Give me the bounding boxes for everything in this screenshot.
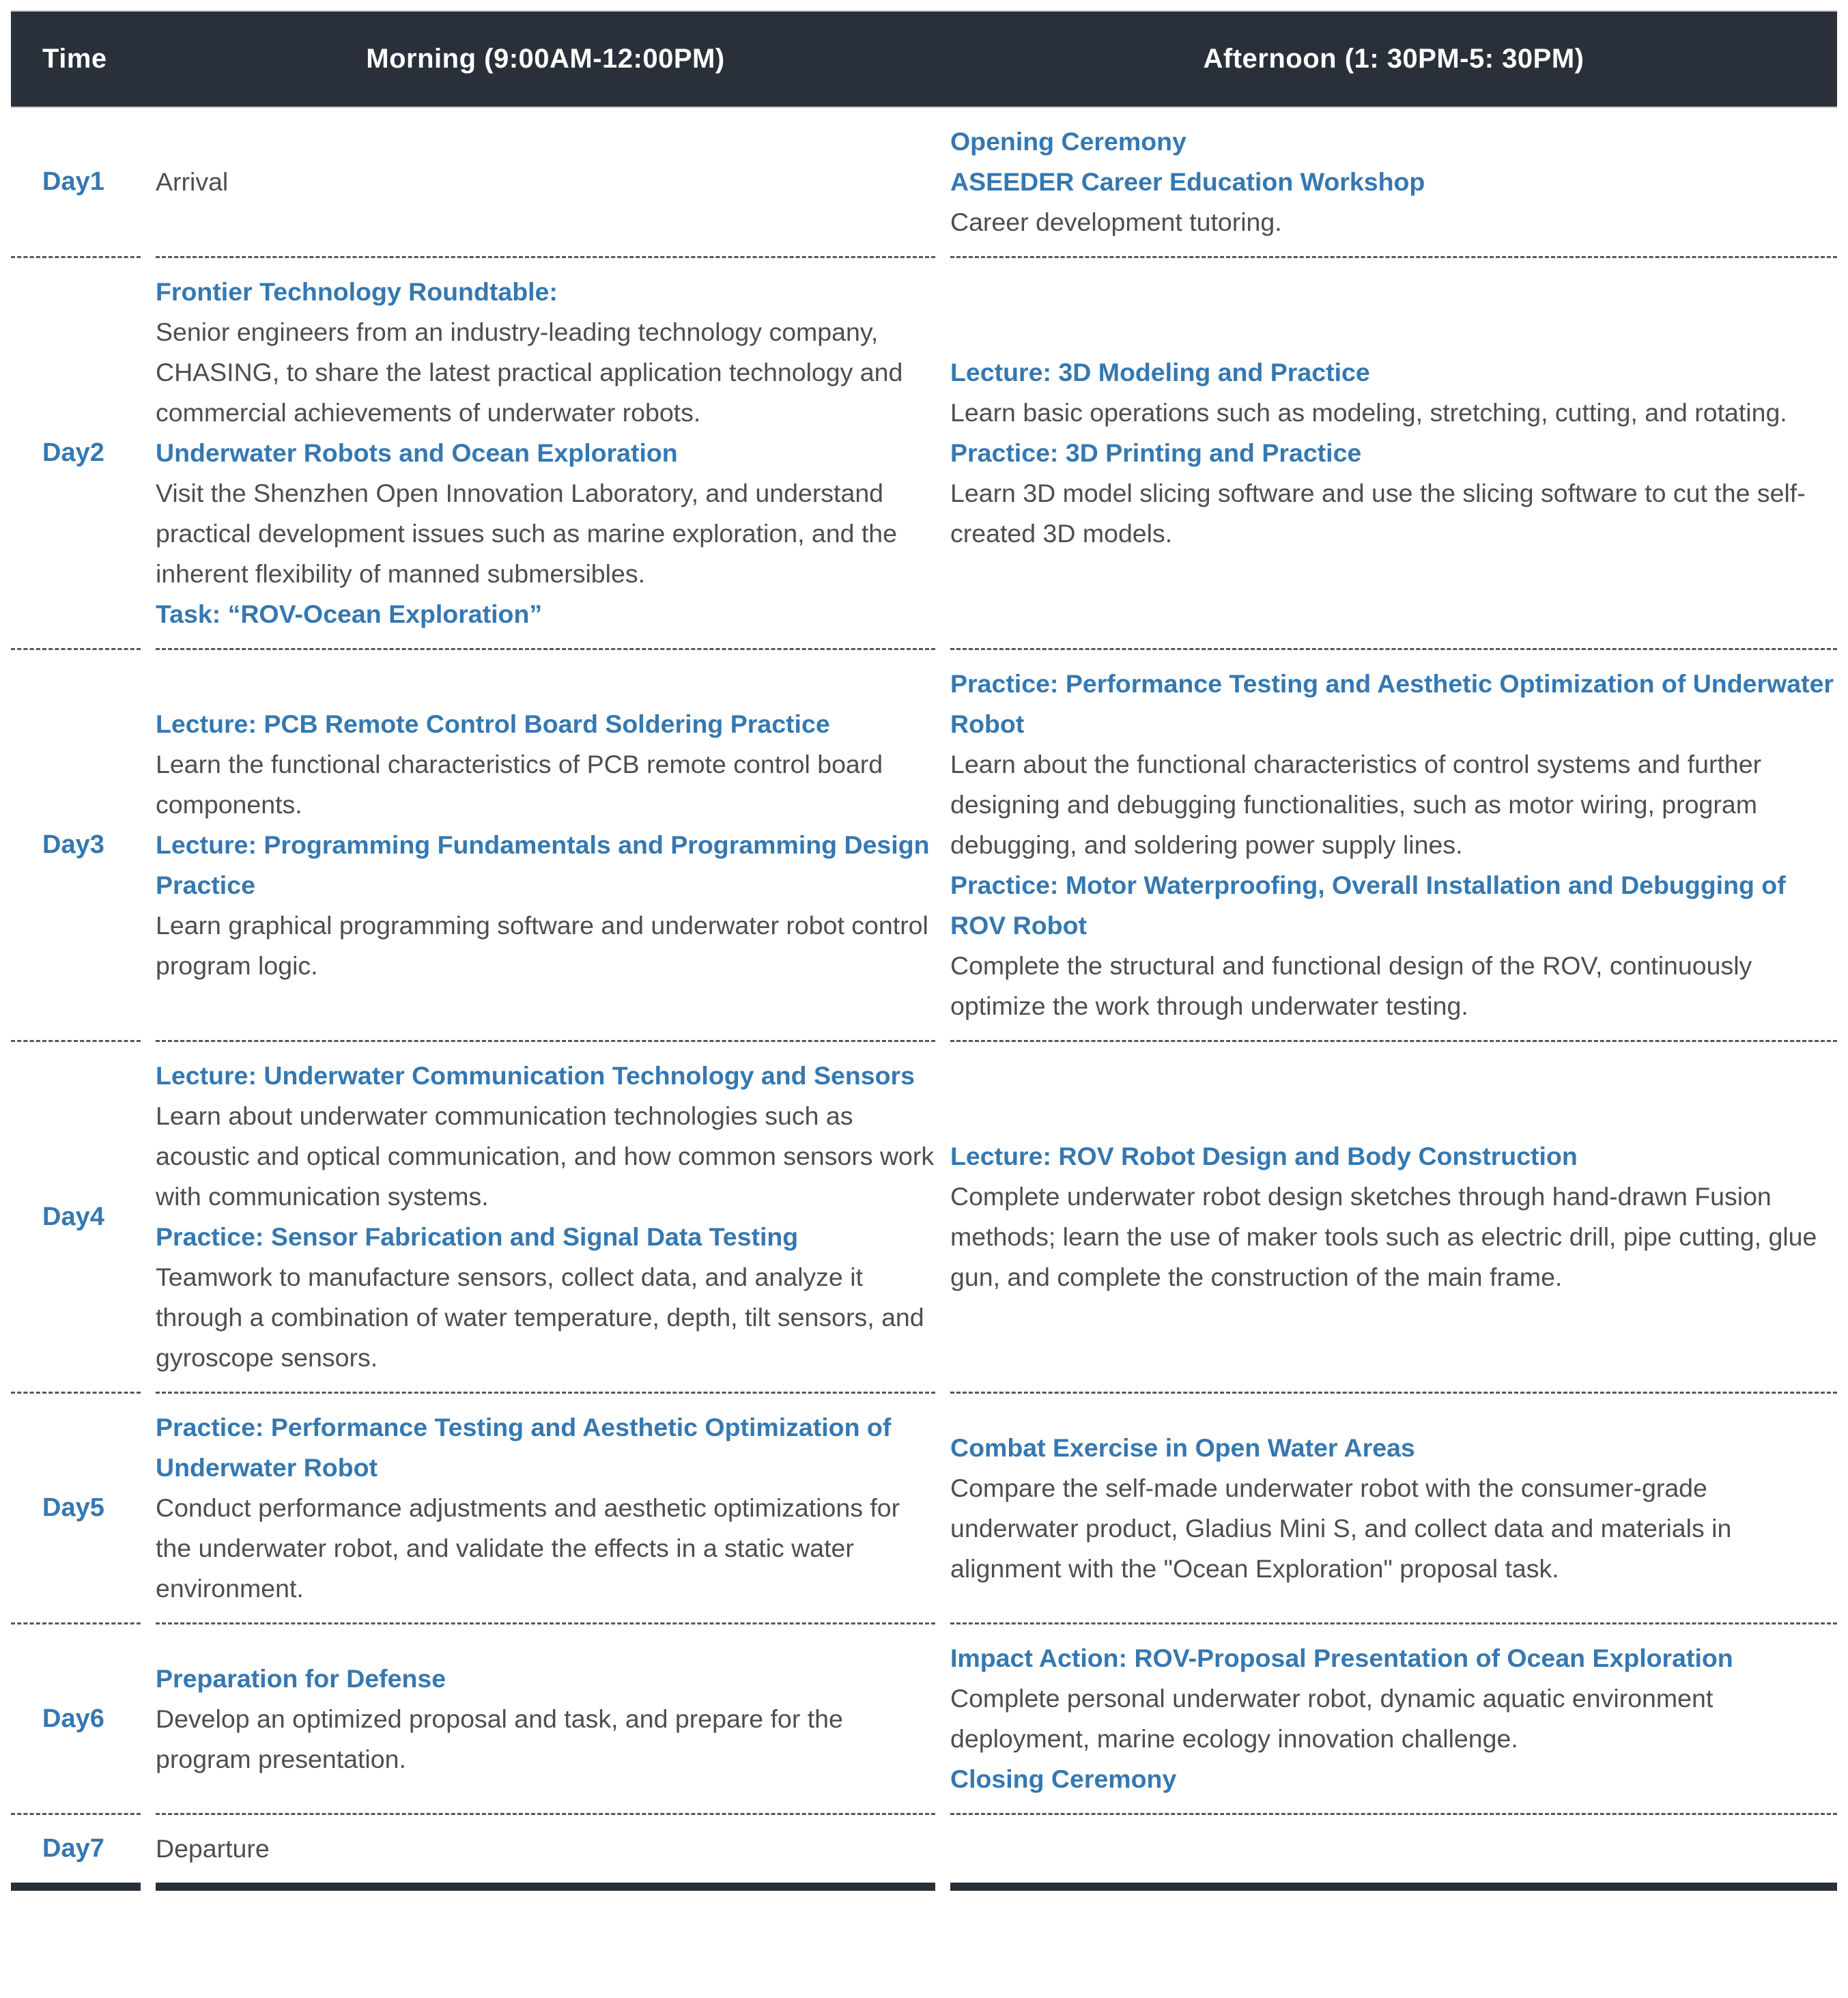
morning-cell <box>156 108 935 258</box>
schedule-row-day3 <box>11 650 1837 1042</box>
session-desc: Learn 3D model slicing software and use the slicing software to cut the self-created 3D models. <box>950 479 1806 548</box>
session-desc: Learn the functional characteristics of PCB remote control board components. <box>156 750 883 819</box>
day-label: Day3 <box>42 830 104 859</box>
afternoon-cell <box>950 1624 1837 1815</box>
header-time: Time <box>42 44 107 74</box>
session-heading: Practice: Performance Testing and Aesthetic Optimization of Underwater Robot <box>156 1413 892 1482</box>
session-heading: Practice: 3D Printing and Practice <box>950 438 1362 467</box>
day-label: Day1 <box>42 167 104 196</box>
session-heading: Practice: Sensor Fabrication and Signal Data Testing <box>156 1222 799 1251</box>
day-label: Day5 <box>42 1493 104 1522</box>
session-heading: Practice: Performance Testing and Aesthetic Optimization of Underwater Robot <box>950 669 1834 738</box>
session-heading: Lecture: Programming Fundamentals and Programming Design Practice <box>156 830 930 899</box>
time-cell <box>11 258 141 650</box>
session-heading: Closing Ceremony <box>950 1764 1177 1793</box>
session-heading: ASEEDER Career Education Workshop <box>950 167 1425 196</box>
morning-cell <box>156 1624 935 1815</box>
session-desc: Senior engineers from an industry-leading technology company, CHASING, to share the latest practical application technology and commercial achievements of underwater robots. <box>156 318 903 427</box>
day-label: Day4 <box>42 1202 104 1231</box>
time-cell <box>11 108 141 258</box>
day-label: Day2 <box>42 438 104 467</box>
session-desc: Complete the structural and functional design of the ROV, continuously optimize the work through underwater testing. <box>950 951 1752 1020</box>
day-label: Day6 <box>42 1704 104 1733</box>
afternoon-cell <box>950 1042 1837 1394</box>
morning-cell <box>156 1042 935 1394</box>
time-cell <box>11 1394 141 1624</box>
session-heading: Task: “ROV-Ocean Exploration” <box>156 600 543 628</box>
morning-cell <box>156 1394 935 1624</box>
session-desc: Compare the self-made underwater robot with the consumer-grade underwater product, Gladius Mini S, and collect data and materials in alignment with the "Ocean Exploration" proposal task. <box>950 1473 1732 1583</box>
session-heading: Opening Ceremony <box>950 127 1186 156</box>
session-desc: Learn basic operations such as modeling, stretching, cutting, and rotating. <box>950 398 1787 427</box>
schedule-row-day4 <box>11 1042 1837 1394</box>
time-cell <box>11 1815 141 1891</box>
header-morning: Morning (9:00AM-12:00PM) <box>366 44 725 74</box>
afternoon-cell <box>950 1394 1837 1624</box>
day-label: Day7 <box>42 1834 104 1863</box>
session-heading: Practice: Motor Waterproofing, Overall Installation and Debugging of ROV Robot <box>950 871 1786 940</box>
schedule-row-day7 <box>11 1815 1837 1891</box>
schedule-row-day5 <box>11 1394 1837 1624</box>
session-heading: Lecture: 3D Modeling and Practice <box>950 358 1370 386</box>
schedule-row-day6 <box>11 1624 1837 1815</box>
time-cell <box>11 650 141 1042</box>
session-heading: Lecture: PCB Remote Control Board Soldering Practice <box>156 709 830 738</box>
afternoon-cell <box>950 258 1837 650</box>
session-desc: Learn graphical programming software and underwater robot control program logic. <box>156 911 928 980</box>
session-desc: Develop an optimized proposal and task, and prepare for the program presentation. <box>156 1704 843 1773</box>
schedule-row-day1 <box>11 108 1837 258</box>
session-desc: Learn about the functional characteristics of control systems and further designing and debugging functionalities, such as motor wiring, program debugging, and soldering power supply lines. <box>950 750 1762 859</box>
session-heading: Preparation for Defense <box>156 1663 446 1693</box>
afternoon-cell <box>950 650 1837 1042</box>
session-heading: Underwater Robots and Ocean Exploration <box>156 438 678 467</box>
session-heading: Lecture: Underwater Communication Technology and Sensors <box>156 1061 915 1090</box>
schedule-table <box>11 10 1837 1891</box>
session-desc: Career development tutoring. <box>950 208 1282 236</box>
morning-cell <box>156 1815 935 1891</box>
session-desc: Departure <box>156 1834 270 1863</box>
afternoon-cell <box>950 1815 1837 1891</box>
session-desc: Teamwork to manufacture sensors, collect data, and analyze it through a combination of water temperature, depth, tilt sensors, and gyroscope sensors. <box>156 1263 924 1372</box>
session-heading: Combat Exercise in Open Water Areas <box>950 1433 1415 1462</box>
afternoon-cell <box>950 108 1837 258</box>
schedule-row-day2 <box>11 258 1837 650</box>
session-heading: Frontier Technology Roundtable: <box>156 277 558 306</box>
header-afternoon: Afternoon (1: 30PM-5: 30PM) <box>1203 44 1584 74</box>
time-cell <box>11 1042 141 1394</box>
session-heading: Impact Action: ROV-Proposal Presentation of Ocean Exploration <box>950 1644 1733 1672</box>
session-desc: Arrival <box>156 167 229 196</box>
session-desc: Complete underwater robot design sketches through hand-drawn Fusion methods; learn the use of maker tools such as electric drill, pipe cutting, glue gun, and complete the construction of the main frame. <box>950 1182 1817 1291</box>
session-desc: Visit the Shenzhen Open Innovation Laboratory, and understand practical development issues such as marine exploration, and the inherent flexibility of manned submersibles. <box>156 479 898 588</box>
session-desc: Complete personal underwater robot, dynamic aquatic environment deployment, marine ecology innovation challenge. <box>950 1684 1714 1753</box>
table-body <box>11 108 1837 1891</box>
time-cell <box>11 1624 141 1815</box>
session-heading: Lecture: ROV Robot Design and Body Construction <box>950 1142 1578 1170</box>
session-desc: Learn about underwater communication technologies such as acoustic and optical communication, and how common sensors work with communication systems. <box>156 1101 935 1211</box>
table-header <box>11 10 1837 108</box>
morning-cell <box>156 650 935 1042</box>
morning-cell <box>156 258 935 650</box>
session-desc: Conduct performance adjustments and aesthetic optimizations for the underwater robot, and validate the effects in a static water environment. <box>156 1493 900 1603</box>
